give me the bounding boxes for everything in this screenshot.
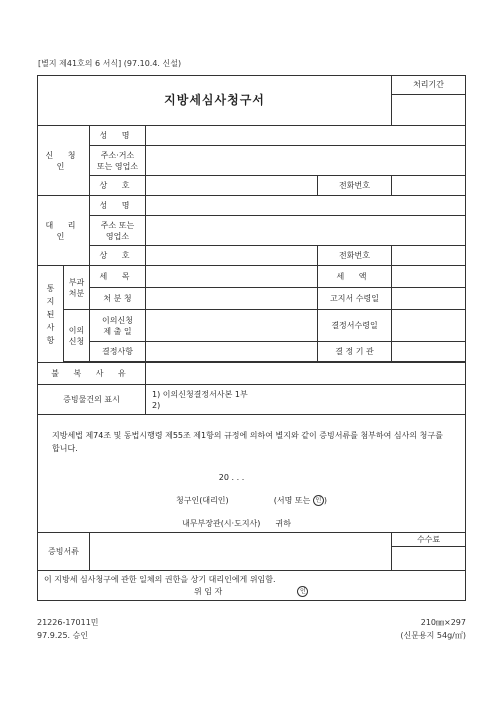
agent-name-label: 성 명 (90, 196, 146, 216)
applicant-trade-name-label: 상 호 (90, 176, 146, 196)
delegator-line (44, 586, 459, 598)
honorific: 귀하 (275, 519, 291, 528)
reason-label: 불 복 사 유 (38, 363, 146, 385)
decision-office-field[interactable] (392, 342, 466, 362)
evidence-item-1: 1) 이의신청결정서사본 1부 (152, 389, 248, 399)
tax-item-field[interactable] (146, 266, 318, 288)
agent-section-label: 대 리 인 (38, 196, 90, 266)
statement-cell (38, 415, 466, 533)
fee-field[interactable] (392, 547, 466, 571)
evidence-item-2: 2) (152, 400, 161, 410)
evidence-docs-field[interactable] (90, 533, 392, 571)
tax-item-label: 세 목 (90, 266, 146, 288)
applicant-section-label: 신 청 인 (38, 126, 90, 196)
decision-matters-field[interactable] (146, 342, 318, 362)
notice-date-field[interactable] (392, 288, 466, 310)
delegation-cell (38, 571, 466, 601)
decision-office-label: 결 정 기 관 (318, 342, 392, 362)
applicant-name-label: 성 명 (90, 126, 146, 146)
applicant-address-label: 주소·거소 또는 영업소 (90, 146, 146, 176)
agent-phone-label: 전화번호 (318, 246, 392, 266)
footer-paper-size: 210㎜×297 (420, 618, 466, 627)
applicant-address-field[interactable] (146, 146, 466, 176)
addressee: 내무부장관(시·도지사) (182, 519, 261, 528)
signature-label: (서명 또는 (273, 496, 311, 505)
statement-text: 지방세법 제74조 및 동법시행령 제55조 제1항의 규정에 의하여 별지와 같이 증빙서류를 첨부하여 심사의 청구를 합니다. (52, 431, 443, 453)
delegator-seal: 인 (297, 586, 308, 597)
tax-amount-field[interactable] (392, 266, 466, 288)
agent-trade-name-label: 상 호 (90, 246, 146, 266)
claimant-line: 청구인(대리인) (서명 또는 인 ) (176, 496, 327, 505)
applicant-trade-name-field[interactable] (146, 176, 318, 196)
delegation-text: 이 지방세 심사청구에 관한 일체의 권한을 상기 대리인에게 위임함. (44, 574, 276, 584)
agent-address-field[interactable] (146, 216, 466, 246)
seal-mark: 인 (313, 495, 324, 506)
objection-date-label: 이의신청 제 출 일 (90, 310, 146, 342)
disposing-office-label: 처 분 청 (90, 288, 146, 310)
notice-date-label: 고지서 수령일 (318, 288, 392, 310)
notice-section-label: 통 지 된 사 항 (38, 266, 64, 363)
delegator-label: 위 임 자 (194, 586, 223, 596)
objection-date-field[interactable] (146, 310, 318, 342)
date-line: 20 . . . (218, 473, 245, 482)
objection-label: 이의 신청 (64, 310, 90, 362)
processing-period-cell (392, 76, 466, 126)
agent-address-label: 주소 또는 영업소 (90, 216, 146, 246)
evidence-items-cell[interactable] (146, 385, 466, 415)
claimant-label: 청구인(대리인) (176, 496, 229, 505)
applicant-phone-label: 전화번호 (318, 176, 392, 196)
evidence-docs-label: 증빙서류 (38, 533, 90, 571)
agent-trade-name-field[interactable] (146, 246, 318, 266)
decision-receipt-date-field[interactable] (392, 310, 466, 342)
decision-receipt-date-label: 결정서수령일 (318, 310, 392, 342)
form-title-cell (38, 76, 392, 126)
agent-name-field[interactable] (146, 196, 466, 216)
disposing-office-field[interactable] (146, 288, 318, 310)
footer-approval-date: 97.9.25. 승인 (37, 631, 89, 640)
form-title: 지방세심사청구서 (164, 92, 265, 107)
petition-form (37, 75, 466, 601)
processing-period-label: 처리기간 (392, 76, 465, 95)
applicant-phone-field[interactable] (392, 176, 466, 196)
tax-amount-label: 세 액 (318, 266, 392, 288)
form-header: [별지 제41호의 6 서식] (97.10.4. 신설) (38, 59, 182, 68)
decision-matters-label: 결정사항 (90, 342, 146, 362)
footer-form-number: 21226-17011민 (37, 618, 99, 627)
addressee-line (22, 517, 451, 530)
footer-paper-type: (신문용지 54g/㎡) (400, 631, 466, 640)
evidence-label: 증빙물건의 표시 (38, 385, 146, 415)
reason-field[interactable] (146, 363, 466, 385)
levy-label: 부과 처분 (64, 266, 90, 310)
applicant-name-field[interactable] (146, 126, 466, 146)
agent-phone-field[interactable] (392, 246, 466, 266)
fee-label: 수수료 (392, 533, 466, 547)
